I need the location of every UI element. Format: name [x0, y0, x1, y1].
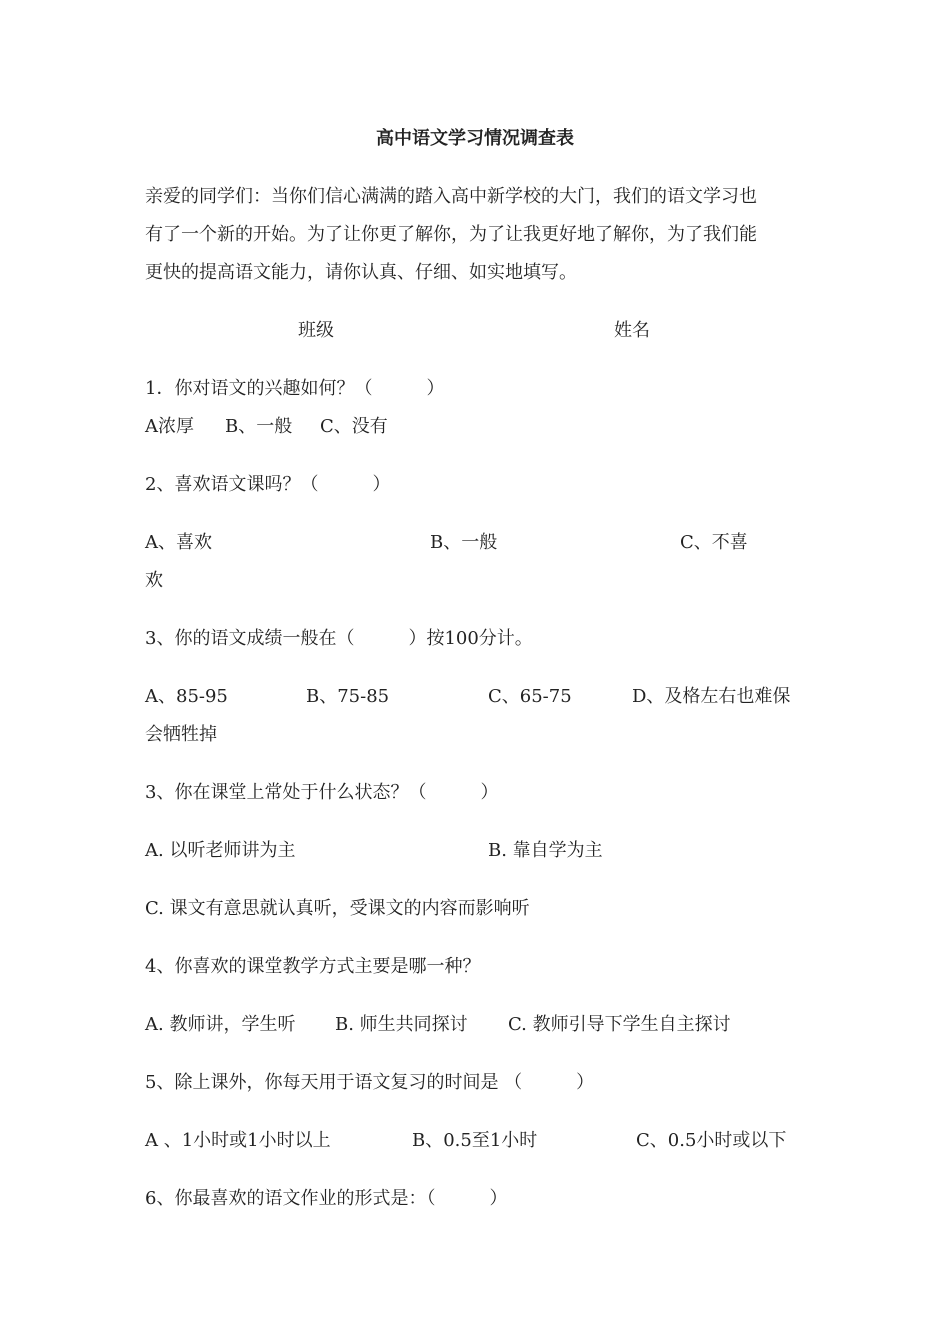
question-4-text: 4、你喜欢的课堂教学方式主要是哪一种？	[145, 956, 481, 977]
question-3b-option-c: C. 课文有意思就认真听，受课文的内容而影响听	[145, 898, 530, 919]
document-title: 高中语文学习情况调查表	[376, 128, 574, 149]
class-field-label: 班级	[298, 320, 334, 341]
question-4-option-a: A. 教师讲，学生听	[145, 1014, 296, 1035]
name-field-label: 姓名	[614, 320, 650, 341]
question-3b-option-b: B. 靠自学为主	[488, 840, 603, 861]
question-1-option-c: C、没有	[320, 416, 388, 437]
intro-line-1: 亲爱的同学们：当你们信心满满的踏入高中新学校的大门，我们的语文学习也	[145, 186, 757, 207]
question-2-option-a: A、喜欢	[145, 532, 212, 553]
question-3-option-c: C、65-75	[488, 686, 572, 707]
question-1-option-b: B、一般	[225, 416, 293, 437]
question-1-option-a: A浓厚	[145, 416, 194, 437]
question-3-option-d: D、及格左右也难保	[632, 686, 791, 707]
question-3-option-a: A、85-95	[145, 686, 228, 707]
question-6-text: 6、你最喜欢的语文作业的形式是：（ ）	[145, 1188, 508, 1209]
question-5-option-a: A 、1小时或1小时以上	[145, 1130, 331, 1151]
question-2-text: 2、喜欢语文课吗？（ ）	[145, 474, 391, 495]
question-3-text: 3、你的语文成绩一般在（ ）按100分计。	[145, 628, 533, 649]
intro-line-2: 有了一个新的开始。为了让你更了解你，为了让我更好地了解你，为了我们能	[145, 224, 757, 245]
intro-line-3: 更快的提高语文能力，请你认真、仔细、如实地填写。	[145, 262, 577, 283]
question-4-option-b: B. 师生共同探讨	[335, 1014, 468, 1035]
question-1-text: 1．你对语文的兴趣如何？（ ）	[145, 378, 445, 399]
question-3-option-d-wrap: 会牺牲掉	[145, 724, 217, 745]
question-5-text: 5、除上课外，你每天用于语文复习的时间是 （ ）	[145, 1072, 595, 1093]
question-2-option-c-wrap: 欢	[145, 570, 163, 591]
question-3b-text: 3、你在课堂上常处于什么状态？（ ）	[145, 782, 499, 803]
question-3-option-b: B、75-85	[306, 686, 390, 707]
question-2-option-b: B、一般	[430, 532, 498, 553]
question-5-option-b: B、0.5至1小时	[412, 1130, 538, 1151]
question-2-option-c: C、不喜	[680, 532, 748, 553]
question-3b-option-a: A. 以听老师讲为主	[145, 840, 296, 861]
question-5-option-c: C、0.5小时或以下	[636, 1130, 787, 1151]
question-4-option-c: C. 教师引导下学生自主探讨	[508, 1014, 731, 1035]
